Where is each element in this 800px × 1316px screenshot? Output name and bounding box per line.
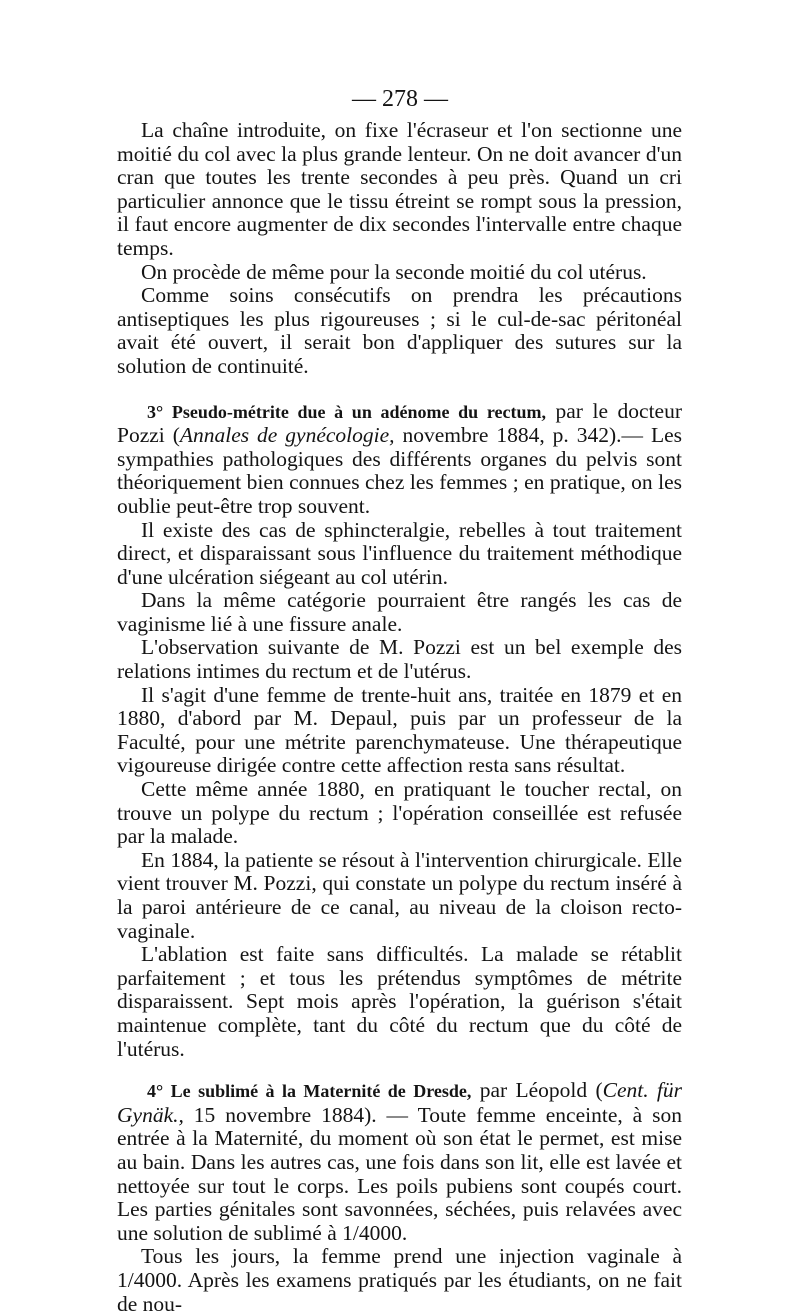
paragraph: Comme soins consécutifs on prendra les précautions antiseptiques les plus rigoureuses ; si le cul-de-sac péritonéal avait été ouvert, il serait bon d'appliquer des sutures sur la solution de continuité.	[117, 283, 682, 378]
section-4-paragraph	[117, 1079, 682, 1245]
section-3-heading: 3° Pseudo-métrite due à un adénome du rectum,	[147, 401, 546, 422]
paragraph: On procède de même pour la seconde moitié du col utérus.	[141, 259, 647, 284]
paragraph: Cette même année 1880, en pratiquant le toucher rectal, on trouve un polype du rectum ; l'opération conseillée est refusée par la malade.	[117, 777, 682, 849]
paragraph: Il existe des cas de sphincteralgie, rebelles à tout traitement direct, et disparaissant sous l'influence du traitement méthodique d'une ulcération siégeant au col utérin.	[117, 517, 682, 589]
section-3-text: novembre 1884, p. 342).— Les sympathies pathologiques des différents organes du pelvis sont théoriquement bien connues chez les femmes ; en pratique, on les oublie peut-être trop souvent.	[117, 423, 682, 518]
section-4-text: par Léopold (	[471, 1078, 603, 1103]
paragraph: La chaîne introduite, on fixe l'écraseur et l'on sectionne une moitié du col avec la plus grande lenteur. On ne doit avancer d'un cran que toutes les trente secondes à peu près. Quand un cri particulier annonce que le tissu étreint se rompt sous la pression, il faut encore augmenter de dix secondes l'intervalle entre chaque temps.	[117, 118, 682, 260]
paragraph: L'ablation est faite sans difficultés. La malade se rétablit parfaitement ; et tous les prétendus symptômes de métrite disparaissent. Sept mois après l'opération, la guérison s'était maintenue complète, tant du côté du rectum que du côté de l'utérus.	[117, 942, 682, 1061]
section-4-text: 15 novembre 1884). — Toute femme enceinte, à son entrée à la Maternité, du moment où son état le permet, est mise au bain. Dans les autres cas, une fois dans son lit, elle est lavée et nettoyée sur tout le corps. Les poils pubiens sont coupés court. Les parties génitales sont savonnées, séchées, puis relavées avec une solution de sublimé à 1/4000.	[117, 1102, 682, 1245]
paragraph: Dans la même catégorie pourraient être rangés les cas de vaginisme lié à une fissure anale.	[117, 588, 682, 636]
section-3-text: par le docteur Pozzi (	[117, 398, 683, 448]
paragraph: Il s'agit d'une femme de trente-huit ans, traitée en 1879 et en 1880, d'abord par M. Depaul, puis par un professeur de la Faculté, pour une métrite parenchymateuse. Une thérapeutique vigoureuse dirigée contre cette affection resta sans résultat.	[117, 682, 682, 778]
page-number: — 278 —	[352, 86, 448, 112]
body-text	[117, 119, 682, 1316]
section-4-journal: Cent. für Gynäk.,	[117, 1078, 682, 1127]
paragraph: Tous les jours, la femme prend une injection vaginale à 1/4000. Après les examens pratiqués par les étudiants, on ne fait de nou-	[117, 1244, 682, 1316]
paragraph: En 1884, la patiente se résout à l'intervention chirurgicale. Elle vient trouver M. Pozzi, qui constate un polype du rectum inséré à la paroi antérieure de ce canal, au niveau de la cloison recto-vaginale.	[117, 847, 682, 943]
section-3-paragraph	[117, 400, 682, 519]
section-3-journal: Annales de gynécologie,	[179, 423, 395, 448]
paragraph: L'observation suivante de M. Pozzi est un bel exemple des relations intimes du rectum et de l'utérus.	[117, 635, 682, 684]
section-4-heading: 4° Le sublimé à la Maternité de Dresde,	[147, 1081, 472, 1102]
